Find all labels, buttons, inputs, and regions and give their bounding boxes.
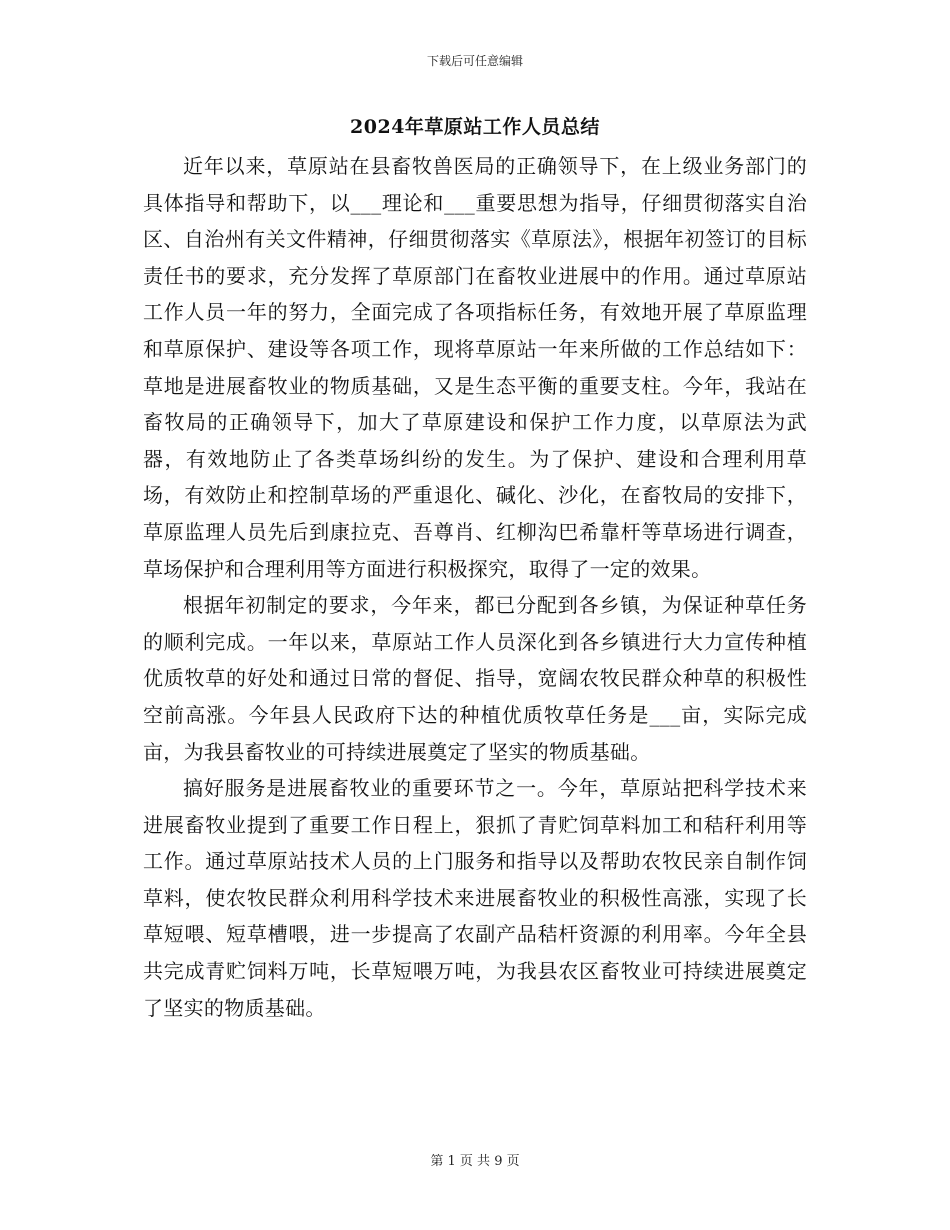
page-number-footer: 第 1 页 共 9 页 (430, 1154, 520, 1169)
paragraph-2: 根据年初制定的要求，今年来，都已分配到各乡镇，为保证种草任务的顺利完成。一年以来，草原站工作人员深化到各乡镇进行大力宣传种植优质牧草的好处和通过日常的督促、指导，宽阔农牧民群众种草的积极性空前高涨。今年县人民政府下达的种植优质牧草任务是___亩，实际完成亩，为我县畜牧业的可持续进展奠定了坚实的物质基础。 (143, 593, 807, 764)
document-title: 2024年草原站工作人员总结 (350, 116, 600, 138)
paragraph-1: 近年以来，草原站在县畜牧兽医局的正确领导下，在上级业务部门的具体指导和帮助下，以___理论和___重要思想为指导，仔细贯彻落实自治区、自治州有关文件精神，仔细贯彻落实《草原法》，根据年初签订的目标责任书的要求，充分发挥了草原部门在畜牧业进展中的作用。通过草原站工作人员一年的努力，全面完成了各项指标任务，有效地开展了草原监理和草原保护、建设等各项工作，现将草原站一年来所做的工作总结如下：草地是进展畜牧业的物质基础，又是生态平衡的重要支柱。今年，我站在畜牧局的正确领导下，加大了草原建设和保护工作力度，以草原法为武器，有效地防止了各类草场纠纷的发生。为了保护、建设和合理利用草场，有效防止和控制草场的严重退化、碱化、沙化，在畜牧局的安排下，草原监理人员先后到康拉克、吾尊肖、红柳沟巴希靠杆等草场进行调查，草场保护和合理利用等方面进行积极探究，取得了一定的效果。 (143, 154, 807, 581)
page-header-note: 下载后可任意编辑 (426, 54, 523, 68)
document-body (143, 148, 807, 1026)
paragraph-3: 搞好服务是进展畜牧业的重要环节之一。今年，草原站把科学技术来进展畜牧业提到了重要工作日程上，狠抓了青贮饲草料加工和秸秆利用等工作。通过草原站技术人员的上门服务和指导以及帮助农牧民亲自制作饲草料，使农牧民群众利用科学技术来进展畜牧业的积极性高涨，实现了长草短喂、短草槽喂，进一步提高了农副产品秸杆资源的利用率。今年全县共完成青贮饲料万吨，长草短喂万吨，为我县农区畜牧业可持续进展奠定了坚实的物质基础。 (143, 776, 807, 1020)
